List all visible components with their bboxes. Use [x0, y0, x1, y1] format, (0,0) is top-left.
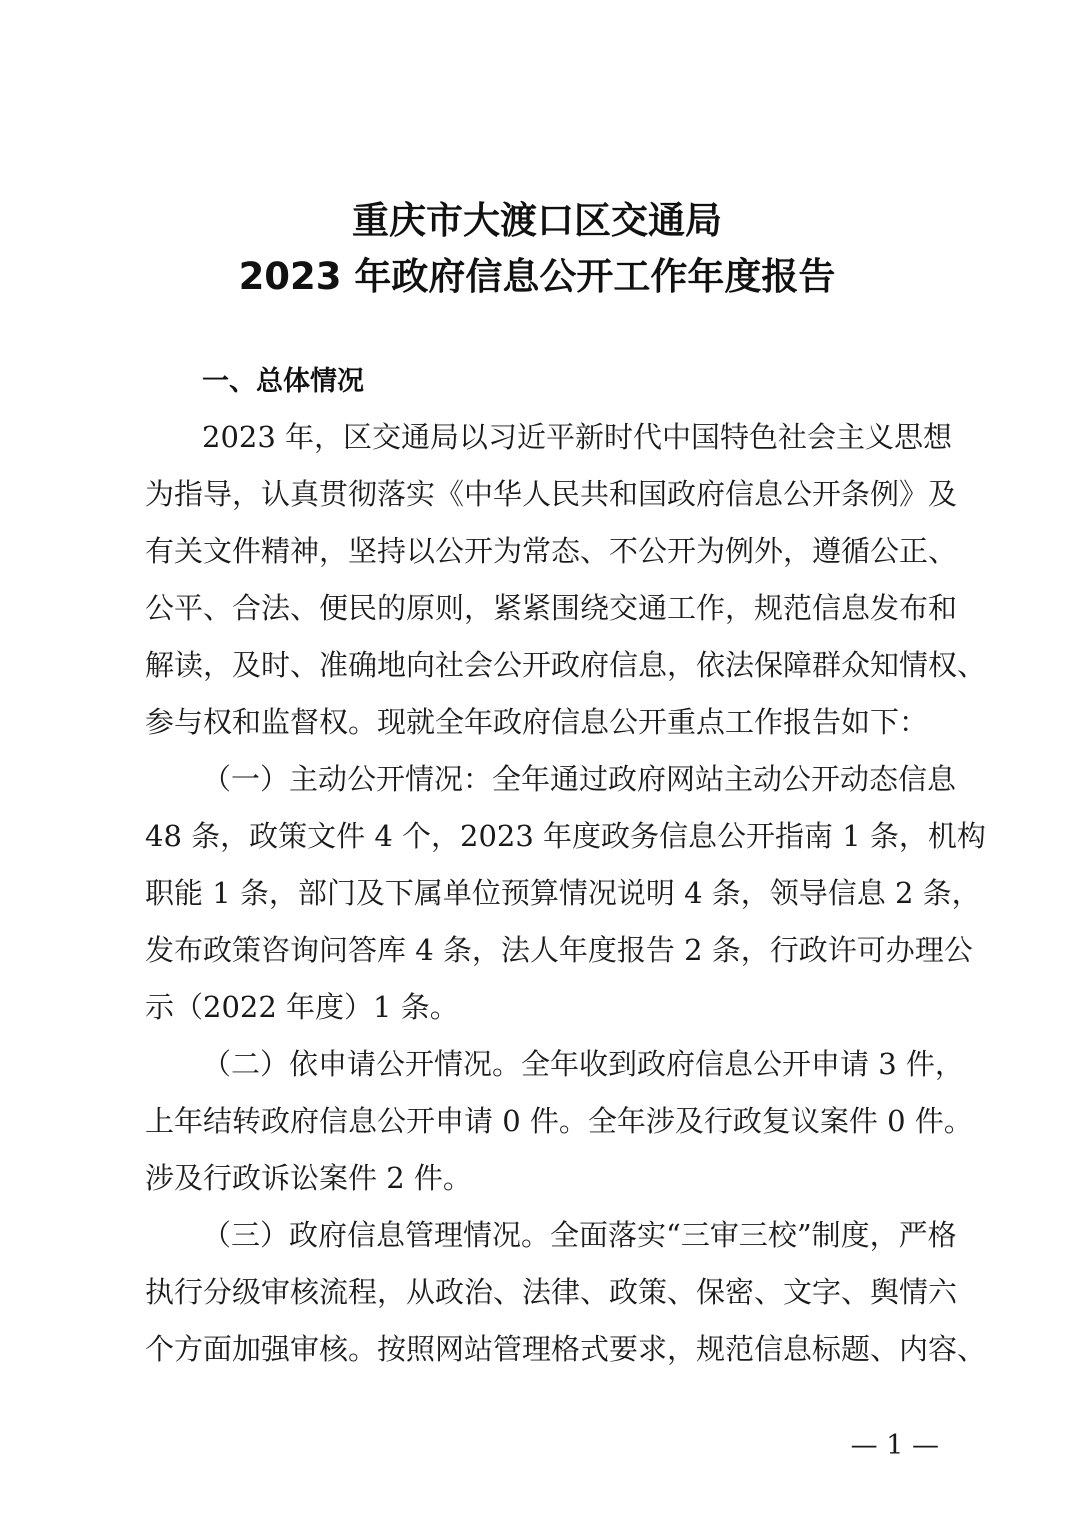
paragraph-line: 2023 年，区交通局以习近平新时代中国特色社会主义思想	[202, 420, 953, 454]
paragraph-line: 48 条，政策文件 4 个，2023 年度政务信息公开指南 1 条，机构	[145, 819, 986, 853]
paragraph-line: 执行分级审核流程，从政治、法律、政策、保密、文字、舆情六	[145, 1275, 958, 1309]
paragraph-line: 解读，及时、准确地向社会公开政府信息，依法保障群众知情权、	[145, 648, 987, 682]
document-title-line2: 2023 年政府信息公开工作年度报告	[238, 255, 836, 298]
paragraph-line: 为指导，认真贯彻落实《中华人民共和国政府信息公开条例》及	[145, 477, 958, 511]
subheading-info-management: （三）政府信息管理情况。	[202, 1218, 551, 1252]
subheading-application-disclosure: （二）依申请公开情况。	[202, 1047, 522, 1081]
paragraph-line: 职能 1 条，部门及下属单位预算情况说明 4 条，领导信息 2 条，	[145, 876, 981, 910]
document-title-line1: 重庆市大渡口区交通局	[352, 199, 722, 242]
page-number: — 1 —	[850, 1430, 939, 1461]
paragraph-line	[202, 1218, 957, 1252]
paragraph-line: 个方面加强审核。按照网站管理格式要求，规范信息标题、内容、	[145, 1332, 987, 1366]
paragraph-line: 有关文件精神，坚持以公开为常态、不公开为例外，遵循公正、	[145, 534, 958, 568]
paragraph-line: 涉及行政诉讼案件 2 件。	[145, 1161, 472, 1195]
paragraph-line: 公平、合法、便民的原则，紧紧围绕交通工作，规范信息发布和	[145, 591, 958, 625]
paragraph-line: 参与权和监督权。现就全年政府信息公开重点工作报告如下：	[145, 705, 929, 739]
paragraph-line: 上年结转政府信息公开申请 0 件。全年涉及行政复议案件 0 件。	[145, 1104, 973, 1138]
paragraph-text: 全面落实“三审三校”制度，严格	[550, 1218, 957, 1252]
paragraph-line	[202, 762, 957, 796]
paragraph-text: 全年收到政府信息公开申请 3 件，	[521, 1047, 964, 1081]
subheading-active-disclosure: （一）主动公开情况：	[202, 762, 493, 796]
paragraph-line: 示（2022 年度）1 条。	[145, 990, 459, 1024]
paragraph-text: 全年通过政府网站主动公开动态信息	[492, 762, 957, 796]
section-heading: 一、总体情况	[202, 366, 364, 397]
paragraph-line: 发布政策咨询问答库 4 条，法人年度报告 2 条，行政许可办理公	[145, 933, 973, 967]
paragraph-line	[202, 1047, 964, 1081]
